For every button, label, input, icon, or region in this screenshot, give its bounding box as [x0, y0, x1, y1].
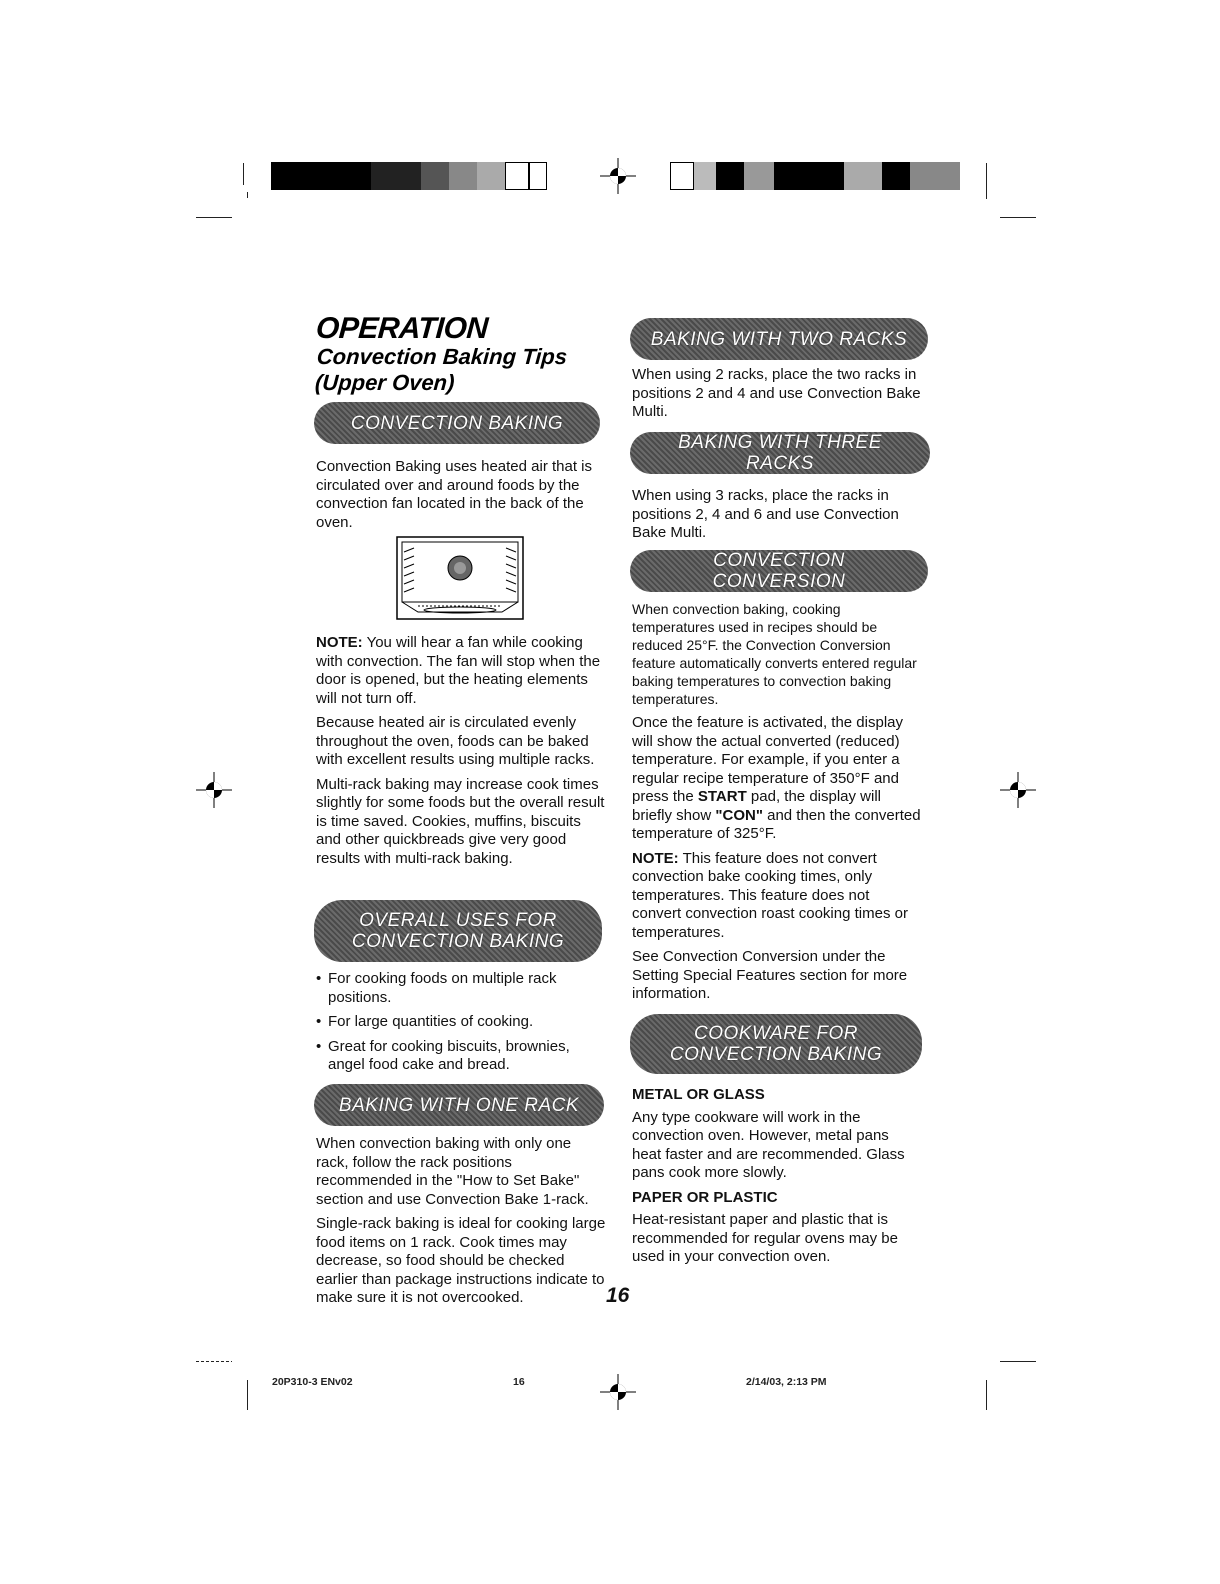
conversion-text: When convection baking, cooking temperatures used in recipes should be reduced 25°F. the Convection Conversion feature automatically converts entered regular baking temperatures to convection baking temperatures. Once the feature is activated, the display will show the actual converted (reduced) temperature. For example, if you enter a regular recipe temperature of 350°F and press the START pad, the display will briefly show "CON" and then the converted temperature of 325°F. NOTE: This feature does not convert convection bake cooking times, only temperatures. This feature does not convert convection roast cooking times or temperatures. See Convection Conversion under the Setting Special Features section for more information.: [632, 601, 921, 1002]
list-item: • For large quantities of cooking.: [316, 1013, 590, 1032]
bottom-registration-crosshair-icon: [600, 1374, 636, 1410]
banner-convection-conversion: CONVECTION CONVERSION: [630, 550, 928, 592]
right-registration-crosshair-icon: [1000, 772, 1036, 808]
section-title: OPERATION: [314, 312, 489, 345]
footer-date: 2/14/03, 2:13 PM: [746, 1376, 827, 1388]
page-subtitle: Convection Baking Tips (Upper Oven): [314, 344, 569, 395]
cookware-text: METAL OR GLASS Any type cookware will work in the convection oven. However, metal pans heat faster and are recommended. Glass pans cook more slowly. PAPER OR PLASTIC Heat-resistant paper and plastic that is recommended for regular ovens may be used in your convection oven.: [632, 1086, 922, 1273]
registration-crosshair-icon: [600, 158, 636, 194]
three-racks-text: When using 3 racks, place the racks in positions 2, 4 and 6 and use Convection Bake Multi.: [632, 487, 899, 541]
banner-two-racks: BAKING WITH TWO RACKS: [630, 318, 928, 360]
metal-glass-heading: METAL OR GLASS: [632, 1086, 765, 1103]
banner-overall-uses: OVERALL USES FOR CONVECTION BAKING: [314, 900, 602, 962]
overall-uses-list: [316, 970, 590, 1081]
banner-convection-baking: CONVECTION BAKING: [314, 402, 600, 444]
oven-interior-illustration: [396, 536, 524, 620]
one-rack-text: When convection baking with only one rack, follow the rack positions recommended in the "How to Set Bake" section and use Convection Bake 1-rack. Single-rack baking is ideal for cooking large food items on 1 rack. Cook times may decrease, so food should be checked earlier than package instructions indicate to make sure it is not overcooked.: [316, 1135, 606, 1306]
multirack-paragraph: Multi-rack baking may increase cook times slightly for some foods but the overall result is time saved. Cookies, muffins, biscuits and other quickbreads give very good results with multi-rack baking.: [316, 775, 605, 867]
footer-doc-code: 20P310-3 ENv02: [272, 1376, 353, 1388]
color-bar-right: [670, 162, 960, 190]
note-text: You will hear a fan while cooking with convection. The fan will stop when the door is opened, but the heating elements will not turn off.: [316, 634, 601, 707]
banner-three-racks: BAKING WITH THREE RACKS: [630, 432, 930, 474]
list-item: • Great for cooking biscuits, brownies, angel food cake and bread.: [316, 1038, 590, 1075]
note-label: NOTE:: [316, 634, 363, 651]
color-bar-left: [271, 162, 561, 190]
convection-intro: Convection Baking uses heated air that is circulated over and around foods by the convection fan located in the back of the oven.: [316, 458, 592, 531]
page-number: 16: [606, 1284, 630, 1307]
paper-plastic-heading: PAPER OR PLASTIC: [632, 1188, 778, 1206]
two-racks-text: When using 2 racks, place the two racks in positions 2 and 4 and use Convection Bake Multi.: [632, 366, 921, 420]
banner-one-rack: BAKING WITH ONE RACK: [314, 1084, 604, 1126]
footer-page: 16: [513, 1376, 525, 1388]
convection-body: [316, 634, 606, 874]
rack-paragraph: Because heated air is circulated evenly throughout the oven, foods can be baked with excellent results using multiple racks.: [316, 714, 595, 768]
banner-cookware: COOKWARE FOR CONVECTION BAKING: [630, 1014, 922, 1074]
left-registration-crosshair-icon: [196, 772, 232, 808]
list-item: • For cooking foods on multiple rack positions.: [316, 970, 590, 1007]
